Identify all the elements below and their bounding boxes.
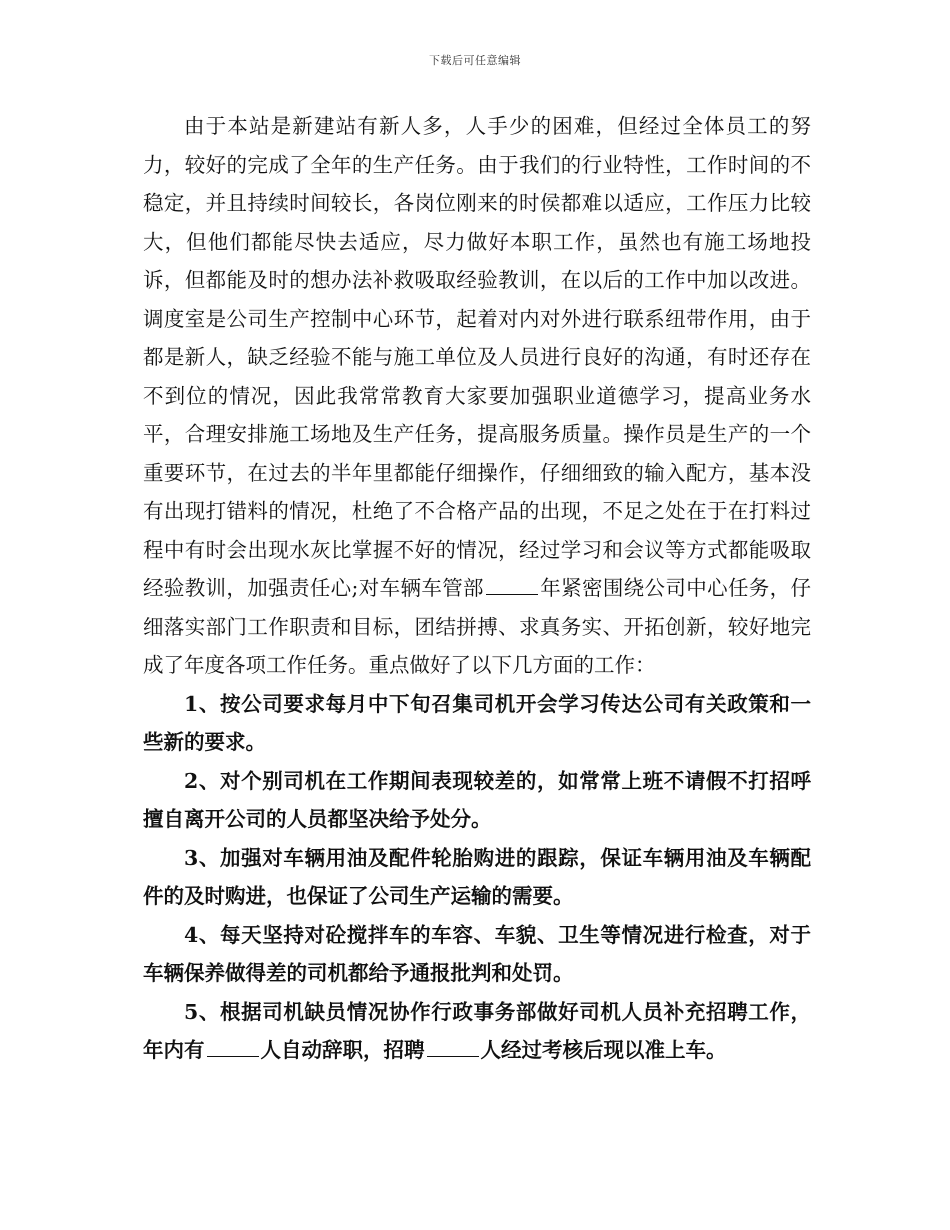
- item5-text-part1: 5、根据司机缺员情况协作行政事务部做好司机人员补充招聘工作，年内有: [143, 999, 811, 1062]
- item5-text-part2: 人自动辞职，招聘: [260, 1038, 425, 1062]
- list-item-4: 4、每天坚持对砼搅拌车的车容、车貌、卫生等情况进行检查，对于车辆保养做得差的司机都给予通报批判和处罚。: [143, 922, 811, 985]
- blank-line: [427, 1055, 479, 1057]
- blank-line: [486, 593, 538, 595]
- document-body: [143, 107, 811, 1070]
- page-header: 下载后可任意编辑: [429, 54, 521, 67]
- item5-text-part3: 人经过考核后现以准上车。: [480, 1038, 727, 1062]
- list-item-3: 3、加强对车辆用油及配件轮胎购进的跟踪，保证车辆用油及车辆配件的及时购进，也保证了公司生产运输的需要。: [143, 845, 811, 908]
- intro-paragraph: [143, 107, 811, 685]
- blank-line: [207, 1055, 259, 1057]
- list-item-1: 1、按公司要求每月中下旬召集司机开会学习传达公司有关政策和一些新的要求。: [143, 691, 811, 754]
- intro-text-part1: 由于本站是新建站有新人多，人手少的困难，但经过全体员工的努力，较好的完成了全年的生产任务。由于我们的行业特性，工作时间的不稳定，并且持续时间较长，各岗位刚来的时侯都难以适应，工作压力比较大，但他们都能尽快去适应，尽力做好本职工作，虽然也有施工场地投诉，但都能及时的想办法补救吸取经验教训，在以后的工作中加以改进。调度室是公司生产控制中心环节，起着对内对外进行联系纽带作用，由于都是新人，缺乏经验不能与施工单位及人员进行良好的沟通，有时还存在不到位的情况，因此我常常教育大家要加强职业道德学习，提高业务水平，合理安排施工场地及生产任务，提高服务质量。操作员是生产的一个重要环节，在过去的半年里都能仔细操作，仔细细致的输入配方，基本没有出现打错料的情况，杜绝了不合格产品的出现，不足之处在于在打料过程中有时会出现水灰比掌握不好的情况，经过学习和会议等方式都能吸取经验教训，加强责任心;对车辆车管部: [143, 114, 811, 600]
- intro-text-part2: 年紧密围绕公司中心任务，仔细落实部门工作职责和目标，团结拼搏、求真务实、开拓创新，较好地完成了年度各项工作任务。重点做好了以下几方面的工作：: [143, 576, 812, 677]
- list-item-5: [143, 993, 811, 1070]
- list-item-2: 2、对个别司机在工作期间表现较差的，如常常上班不请假不打招呼擅自离开公司的人员都坚决给予处分。: [143, 768, 811, 831]
